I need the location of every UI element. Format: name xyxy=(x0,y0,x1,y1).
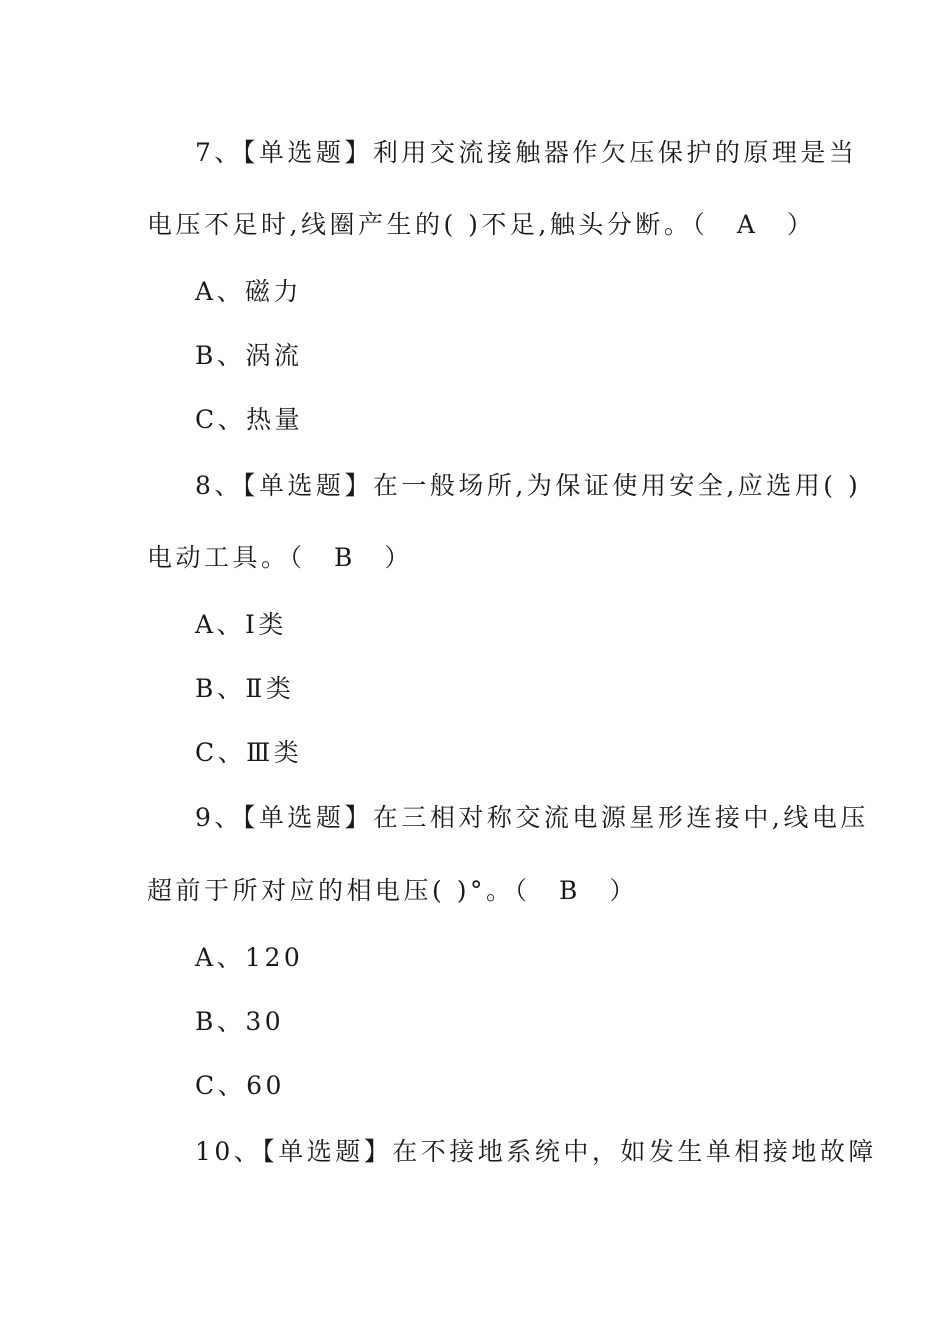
question-7-option-b: B、涡流 xyxy=(195,341,303,370)
question-10-stem-line-1: 10、【单选题】在不接地系统中，如发生单相接地故障 xyxy=(195,1137,877,1166)
question-8-option-b: B、Ⅱ类 xyxy=(195,674,295,703)
question-8-option-c: C、Ⅲ类 xyxy=(195,738,303,767)
question-8-option-a: A、Ⅰ类 xyxy=(195,610,287,639)
question-7-stem-line-2: 电压不足时,线圈产生的( )不足,触头分断。（ A ） xyxy=(147,210,816,239)
question-9-option-c: C、60 xyxy=(195,1071,285,1100)
question-9-option-a: A、120 xyxy=(195,943,304,972)
question-7-option-a: A、磁力 xyxy=(195,277,303,306)
question-9-stem-line-2: 超前于所对应的相电压( )°。（ B ） xyxy=(147,876,638,905)
question-9-stem-line-1: 9、【单选题】在三相对称交流电源星形连接中,线电压 xyxy=(195,803,869,832)
question-8-stem-line-1: 8、【单选题】在一般场所,为保证使用安全,应选用( ) xyxy=(195,471,862,500)
question-8-stem-line-2: 电动工具。（ B ） xyxy=(147,543,413,572)
question-7-option-c: C、热量 xyxy=(195,405,304,434)
question-9-option-b: B、30 xyxy=(195,1007,285,1036)
question-7-stem-line-1: 7、【单选题】利用交流接触器作欠压保护的原理是当 xyxy=(195,138,858,167)
